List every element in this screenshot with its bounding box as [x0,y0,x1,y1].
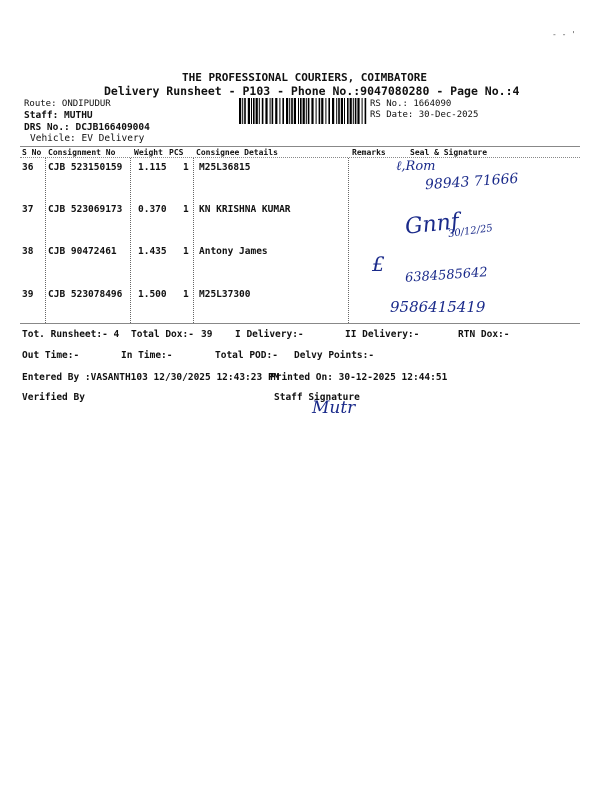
row-consignee: KN KRISHNA KUMAR [199,204,291,215]
row-sno: 39 [22,289,34,300]
row-consignment: CJB 523078496 [48,289,123,300]
col-remarks: Remarks [352,148,386,157]
row-weight: 0.370 [138,204,167,215]
col-consignment: Consignment No [48,148,116,157]
staff-label: Staff: MUTHU [24,110,93,121]
rs-number: RS No.: 1664090 [370,99,452,109]
route-label: Route: ONDIPUDUR [24,99,111,109]
company-title: THE PROFESSIONAL COURIERS, COIMBATORE [182,71,428,84]
row-consignment: CJB 90472461 [48,246,117,257]
delvy-points: Delvy Points:- [294,350,375,361]
total-dox-value: 39 [201,329,213,340]
ii-delivery: II Delivery:- [345,329,420,340]
col-seal-signature: Seal & Signature [410,148,488,157]
row-consignee: M25L37300 [199,289,251,300]
separator [193,158,194,323]
col-weight: Weight [134,148,163,157]
col-pcs: PCS [169,148,184,157]
printed-on: Printed On: 30-12-2025 12:44:51 [270,372,448,383]
row-consignee: Antony James [199,246,268,257]
vehicle-label: Vehicle: EV Delivery [30,133,145,144]
handwritten-phone: 98943 71666 [424,170,519,194]
header-top-rule [20,146,580,147]
row-pcs: 1 [183,162,189,173]
row-consignee: M25L36815 [199,162,251,173]
staff-signature-label: Staff Signature [274,392,360,403]
separator [45,158,46,323]
rs-date: RS Date: 30-Dec-2025 [370,110,479,120]
row-weight: 1.435 [138,246,167,257]
handwritten-phone: 6384585642 [404,265,489,286]
row-weight: 1.115 [138,162,167,173]
separator [130,158,131,323]
scan-mark: - - ' [552,30,577,39]
drs-number: DRS No.: DCJB166409004 [24,122,150,133]
col-consignee: Consignee Details [196,148,278,157]
entered-by: Entered By :VASANTH103 12/30/2025 12:43:23 PM [22,372,280,383]
row-sno: 36 [22,162,34,173]
total-pod: Total POD:- [215,350,278,361]
barcode [239,98,367,124]
row-consignment: CJB 523150159 [48,162,123,173]
handwritten-date: 30/12/25 [447,222,494,241]
i-delivery: I Delivery:- [235,329,304,340]
col-sno: S No [22,148,42,157]
total-dox-label: Total Dox:- [131,329,194,340]
handwritten-signature: £ [372,252,385,276]
separator [348,158,349,323]
row-pcs: 1 [183,246,189,257]
handwritten-phone: 9586415419 [390,298,486,316]
in-time: In Time:- [121,350,173,361]
row-consignment: CJB 523069173 [48,204,123,215]
table-bottom-rule [20,323,580,324]
runsheet-subtitle: Delivery Runsheet - P103 - Phone No.:9047080280 - Page No.:4 [104,84,520,98]
row-sno: 37 [22,204,34,215]
header-bottom-rule [20,157,580,158]
row-sno: 38 [22,246,34,257]
rtn-dox: RTN Dox:- [458,329,510,340]
staff-handwritten-signature: Mutr [312,398,356,418]
handwritten-signature: ℓ,Rom [396,159,436,174]
row-pcs: 1 [183,204,189,215]
row-weight: 1.500 [138,289,167,300]
handwritten-signature: Gnnf [403,209,461,240]
verified-by: Verified By [22,392,85,403]
row-pcs: 1 [183,289,189,300]
out-time: Out Time:- [22,350,80,361]
tot-runsheet: Tot. Runsheet:- 4 [22,329,120,340]
